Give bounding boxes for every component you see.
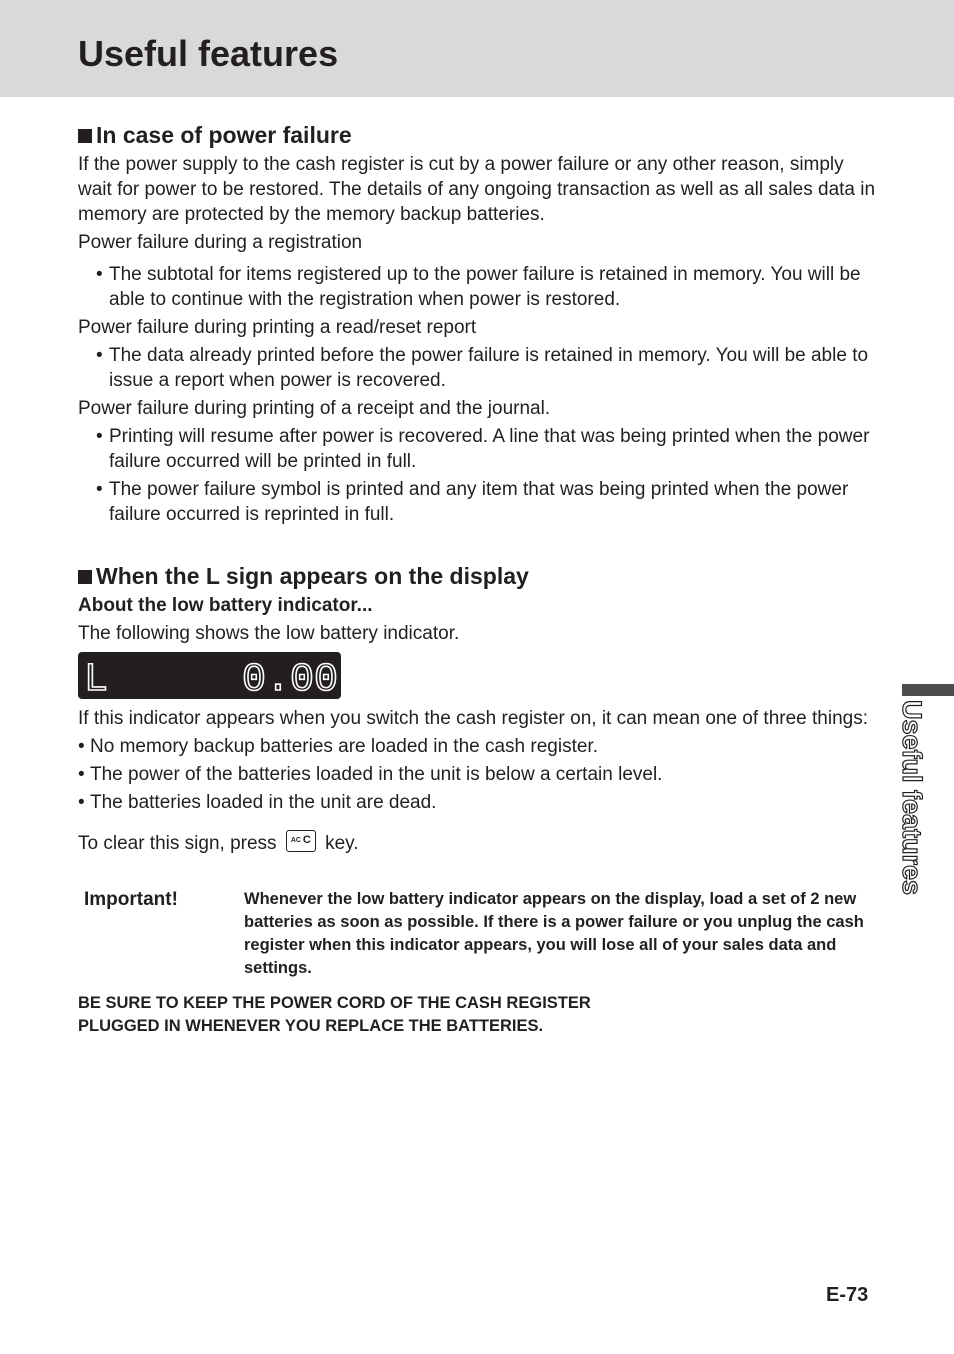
list-item [78,477,878,527]
section-heading-low-battery [78,559,878,593]
warning-line: PLUGGED IN WHENEVER YOU REPLACE THE BATTERIES. [78,1017,544,1035]
list-item [78,343,878,393]
subheading-report: Power failure during printing a read/reset report [78,317,477,338]
main-content [78,118,878,1038]
list-item-text: The power of the batteries loaded in the unit is below a certain level. [90,764,663,785]
power-failure-intro: If the power supply to the cash register is cut by a power failure or any other reason, simply wait for power to be restored. The details of any ongoing transaction as well as all sales data in memory are protected by the memory backup batteries. [78,154,876,225]
low-battery-subheading: About the low battery indicator... [78,595,373,616]
bullet-dot: • [96,479,103,500]
section-heading-text: In case of power failure [96,122,352,148]
square-bullet-icon [78,129,92,143]
list-item [78,262,878,312]
important-text: Whenever the low battery indicator appears on the display, load a set of 2 new batteries as soon as possible. If there is a power failure or you unplug the cash register when this indicator appears, you will lose all of your sales data and settings. [244,890,864,977]
list-item [78,790,878,815]
bullet-dot: • [96,264,103,285]
bullet-dot: • [96,345,103,366]
page-number: E-73 [826,1284,869,1306]
lcd-amount: 0.00 [242,658,339,699]
clear-instruction-text: To clear this sign, press [78,833,277,854]
list-item-text: The power failure symbol is printed and any item that was being printed when the power failure occurred is reprinted in full. [109,479,849,525]
side-tab-label: Useful features [897,700,927,896]
section-heading-power-failure [78,118,878,152]
important-note [78,888,878,980]
list-item [78,762,878,787]
warning-line: BE SURE TO KEEP THE POWER CORD OF THE CASH REGISTER [78,994,591,1012]
square-bullet-icon [78,570,92,584]
low-battery-intro: The following shows the low battery indicator. [78,623,460,644]
c-key-label: C [302,834,311,846]
lcd-display [78,652,341,699]
power-cord-warning [78,992,678,1038]
bullet-dot: • [78,792,85,813]
lcd-readout [78,652,341,699]
list-item [78,424,878,474]
list-item-text: No memory backup batteries are loaded in the cash register. [90,736,598,757]
list-item-text: The subtotal for items registered up to the power failure is retained in memory. You will be able to continue with the registration when power is restored. [109,264,861,310]
list-item-text: The batteries loaded in the unit are dead. [90,792,437,813]
low-battery-explanation: If this indicator appears when you switch the cash register on, it can mean one of three things: [78,708,868,729]
list-item-text: Printing will resume after power is recovered. A line that was being printed when the power failure occurred will be printed in full. [109,426,870,472]
section-heading-text: When the L sign appears on the display [96,563,529,589]
ac-c-key-icon [286,830,316,852]
clear-instruction-suffix: key. [325,833,359,854]
important-label: Important! [84,889,178,910]
subheading-receipt: Power failure during printing of a receipt and the journal. [78,398,551,419]
ac-key-label: AC [290,837,301,844]
side-tab-marker [902,684,954,696]
list-item [78,734,878,759]
lcd-left-char: L [84,658,109,699]
clear-instruction [78,830,878,856]
bullet-dot: • [96,426,103,447]
list-item-text: The data already printed before the power failure is retained in memory. You will be able to issue a report when power is recovered. [109,345,869,391]
bullet-dot: • [78,764,85,785]
bullet-dot: • [78,736,85,757]
subheading-registration: Power failure during a registration [78,232,363,253]
page-title: Useful features [78,33,339,74]
